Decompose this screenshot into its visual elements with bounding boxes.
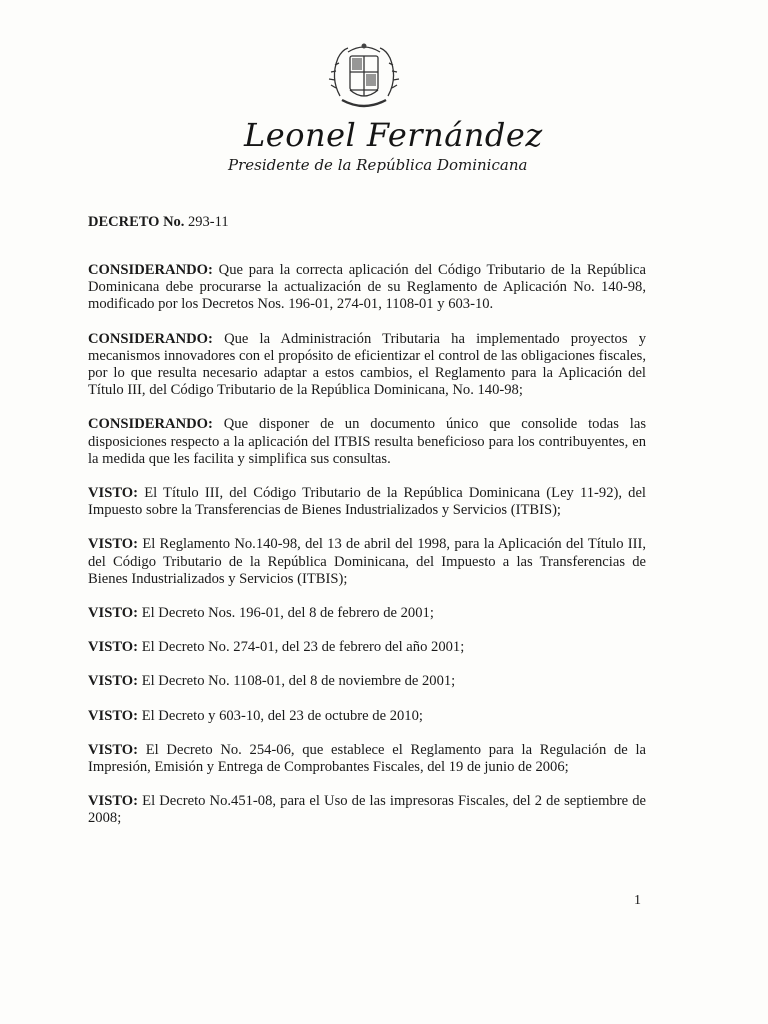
page-number: 1 bbox=[634, 893, 641, 908]
coat-of-arms-seal bbox=[326, 38, 402, 118]
signature-name: Leonel Fernández bbox=[244, 116, 543, 154]
paragraph bbox=[88, 262, 646, 314]
paragraph bbox=[88, 793, 646, 827]
paragraph bbox=[88, 639, 646, 656]
paragraph bbox=[88, 416, 646, 468]
paragraph-text: El Reglamento No.140-98, del 13 de abril del 1998, para la Aplicación del Título III, del Código Tributario de la República Dominicana, del Impuesto a las Transferencias de Bienes Industrializados y Servicios (ITBIS); bbox=[88, 536, 646, 587]
paragraph bbox=[88, 331, 646, 400]
decree-label: DECRETO No. bbox=[88, 214, 185, 230]
paragraph bbox=[88, 485, 646, 519]
paragraph-text: El Decreto No. 1108-01, del 8 de noviembre de 2001; bbox=[141, 673, 456, 690]
paragraph-text: El Decreto y 603-10, del 23 de octubre de 2010; bbox=[141, 707, 423, 724]
decree-value: 293-11 bbox=[188, 214, 229, 230]
paragraph-label: VISTO: bbox=[88, 741, 139, 758]
paragraph-label: VISTO: bbox=[88, 536, 139, 553]
paragraph-label: CONSIDERANDO: bbox=[88, 330, 213, 347]
paragraph-label: CONSIDERANDO: bbox=[88, 416, 213, 433]
paragraph-label: VISTO: bbox=[88, 639, 139, 656]
paragraph bbox=[88, 742, 646, 776]
paragraph-text: Que la Administración Tributaria ha implementado proyectos y mecanismos innovadores con el propósito de eficientizar el control de las obligaciones fiscales, por lo que resulta necesario adaptar a estos cambios, el Reglamento para la Aplicación del Título III, del Código Tributario de la República Dominicana, No. 140-98; bbox=[88, 330, 647, 399]
paragraph-label: VISTO: bbox=[88, 673, 139, 690]
paragraph bbox=[88, 673, 646, 690]
signature-role: Presidente de la República Dominicana bbox=[228, 156, 528, 174]
paragraph-text: El Decreto Nos. 196-01, del 8 de febrero de 2001; bbox=[141, 605, 434, 622]
paragraph-label: VISTO: bbox=[88, 605, 139, 622]
paragraph-text: El Decreto No.451-08, para el Uso de las impresoras Fiscales, del 2 de septiembre de 2008; bbox=[88, 793, 646, 827]
document-body bbox=[88, 262, 646, 845]
paragraph-text: Que disponer de un documento único que consolide todas las disposiciones respecto a la aplicación del ITBIS resulta beneficioso para los contribuyentes, en la medida que les facilita y simplifica sus consultas. bbox=[88, 416, 646, 467]
decree-number bbox=[88, 214, 229, 231]
paragraph-label: VISTO: bbox=[88, 793, 139, 810]
paragraph-text: El Decreto No. 274-01, del 23 de febrero del año 2001; bbox=[141, 639, 465, 656]
paragraph-label: CONSIDERANDO: bbox=[88, 262, 213, 278]
paragraph bbox=[88, 536, 646, 588]
paragraph-text: Que para la correcta aplicación del Código Tributario de la República Dominicana debe procurarse la actualización de su Reglamento de Aplicación No. 140-98, modificado por los Decretos Nos. 196-01, 274-01, 1108-01 y 603-10. bbox=[88, 262, 646, 313]
paragraph bbox=[88, 605, 646, 622]
paragraph-text: El Título III, del Código Tributario de la República Dominicana (Ley 11-92), del Impuesto sobre la Transferencias de Bienes Industrializados y Servicios (ITBIS); bbox=[88, 485, 646, 519]
paragraph-label: VISTO: bbox=[88, 485, 139, 502]
paragraph-label: VISTO: bbox=[88, 707, 139, 724]
paragraph-text: El Decreto No. 254-06, que establece el Reglamento para la Regulación de la Impresión, Emisión y Entrega de Comprobantes Fiscales, del 19 de junio de 2006; bbox=[88, 741, 646, 776]
paragraph bbox=[88, 708, 646, 725]
